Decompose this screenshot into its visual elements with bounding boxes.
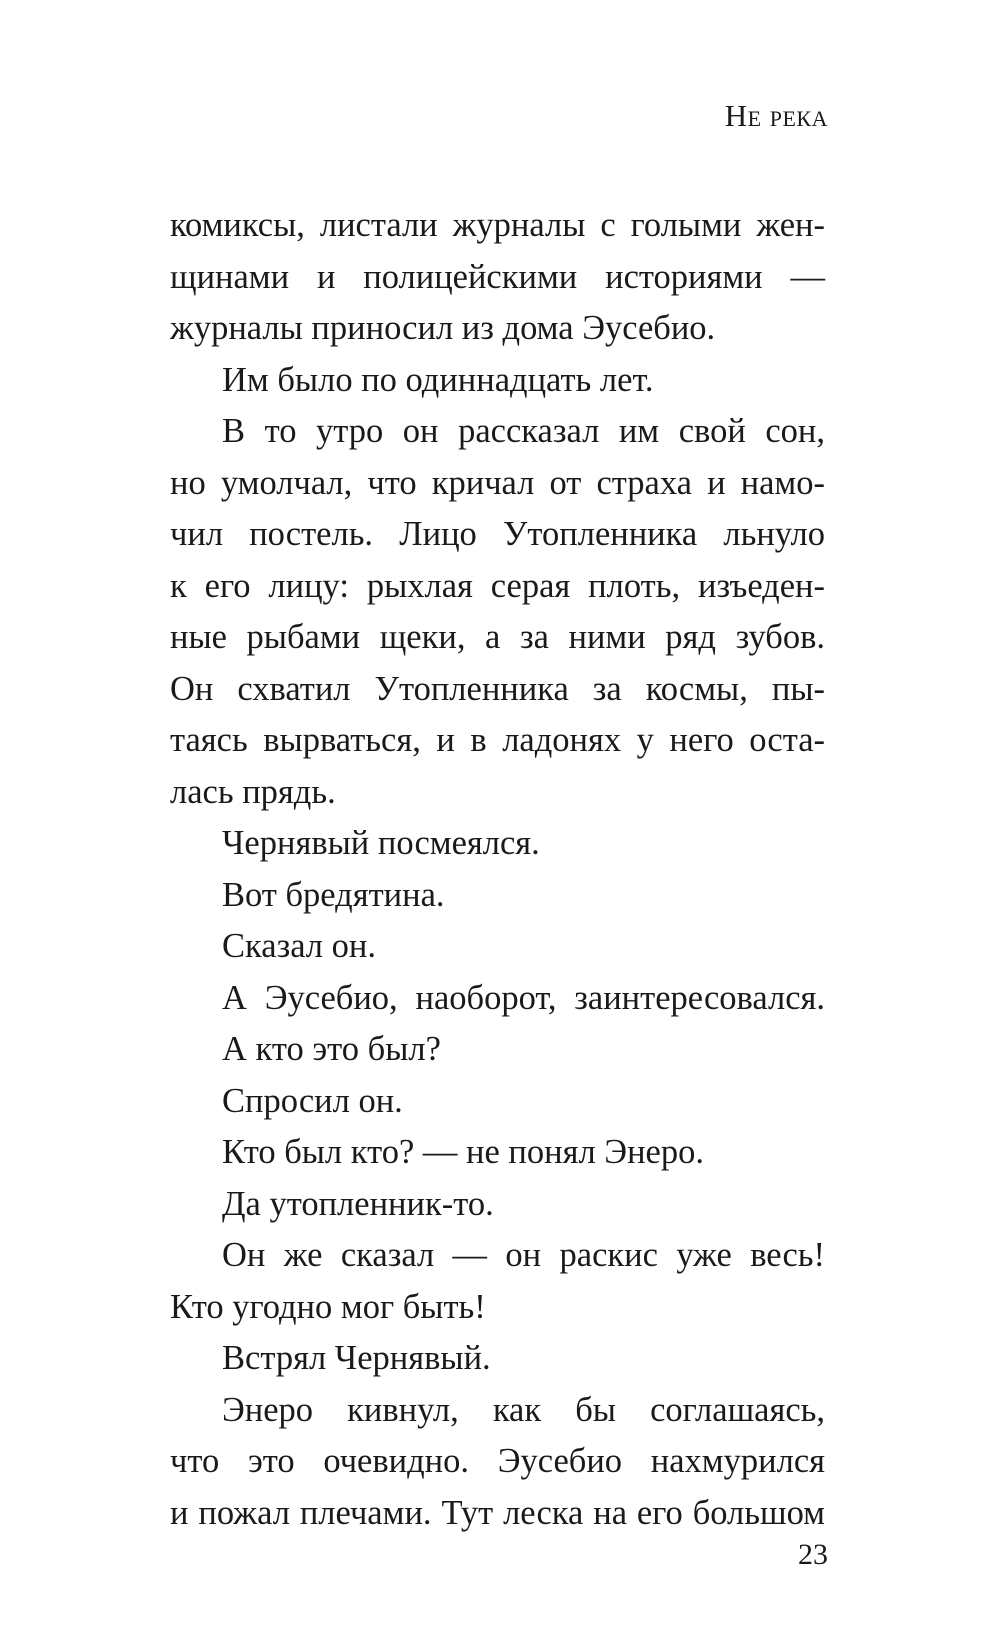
text-line: Он же сказал — он раскис уже весь! <box>222 1236 825 1274</box>
running-head: Не река <box>724 98 828 133</box>
text-line: Он схватил Утопленника за космы, пы- <box>170 669 825 708</box>
text-line: но умолчал, что кричал от страха и намо- <box>170 463 825 502</box>
text-line: Вот бредятина. <box>222 875 445 914</box>
text-line: таясь вырваться, и в ладонях у него оста- <box>170 721 825 759</box>
text-line: Да утопленник-то. <box>222 1184 494 1223</box>
text-line: ные рыбами щеки, а за ними ряд зубов. <box>170 618 825 656</box>
text-line: чил постель. Лицо Утопленника льнуло <box>170 515 825 553</box>
text-line: к его лицу: рыхлая серая плоть, изъеден- <box>170 566 825 605</box>
text-line: журналы приносил из дома Эусебио. <box>170 309 716 347</box>
text-line: Им было по одиннадцать лет. <box>222 360 654 399</box>
text-line: А Эусебио, наоборот, заинтересовался. <box>222 978 825 1017</box>
text-line: лась прядь. <box>170 772 336 811</box>
text-line: Спросил он. <box>222 1081 403 1120</box>
text-line: и пожал плечами. Тут леска на его большом <box>170 1493 825 1532</box>
body-text <box>170 200 825 1539</box>
text-line: Чернявый посмеялся. <box>222 824 540 862</box>
text-line: Энеро кивнул, как бы соглашаясь, <box>222 1390 825 1429</box>
text-line: что это очевидно. Эусебио нахмурился <box>170 1442 825 1480</box>
page-number: 23 <box>798 1538 828 1571</box>
text-line: В то утро он рассказал им свой сон, <box>222 412 825 450</box>
text-line: Встрял Чернявый. <box>222 1339 491 1377</box>
text-line: Сказал он. <box>222 927 376 965</box>
text-line: щинами и полицейскими историями — <box>170 257 825 296</box>
text-line: комиксы, листали журналы с голыми жен- <box>170 206 825 244</box>
text-line: А кто это был? <box>222 1030 441 1068</box>
text-line: Кто угодно мог быть! <box>170 1287 486 1326</box>
text-line: Кто был кто? — не понял Энеро. <box>222 1133 704 1171</box>
